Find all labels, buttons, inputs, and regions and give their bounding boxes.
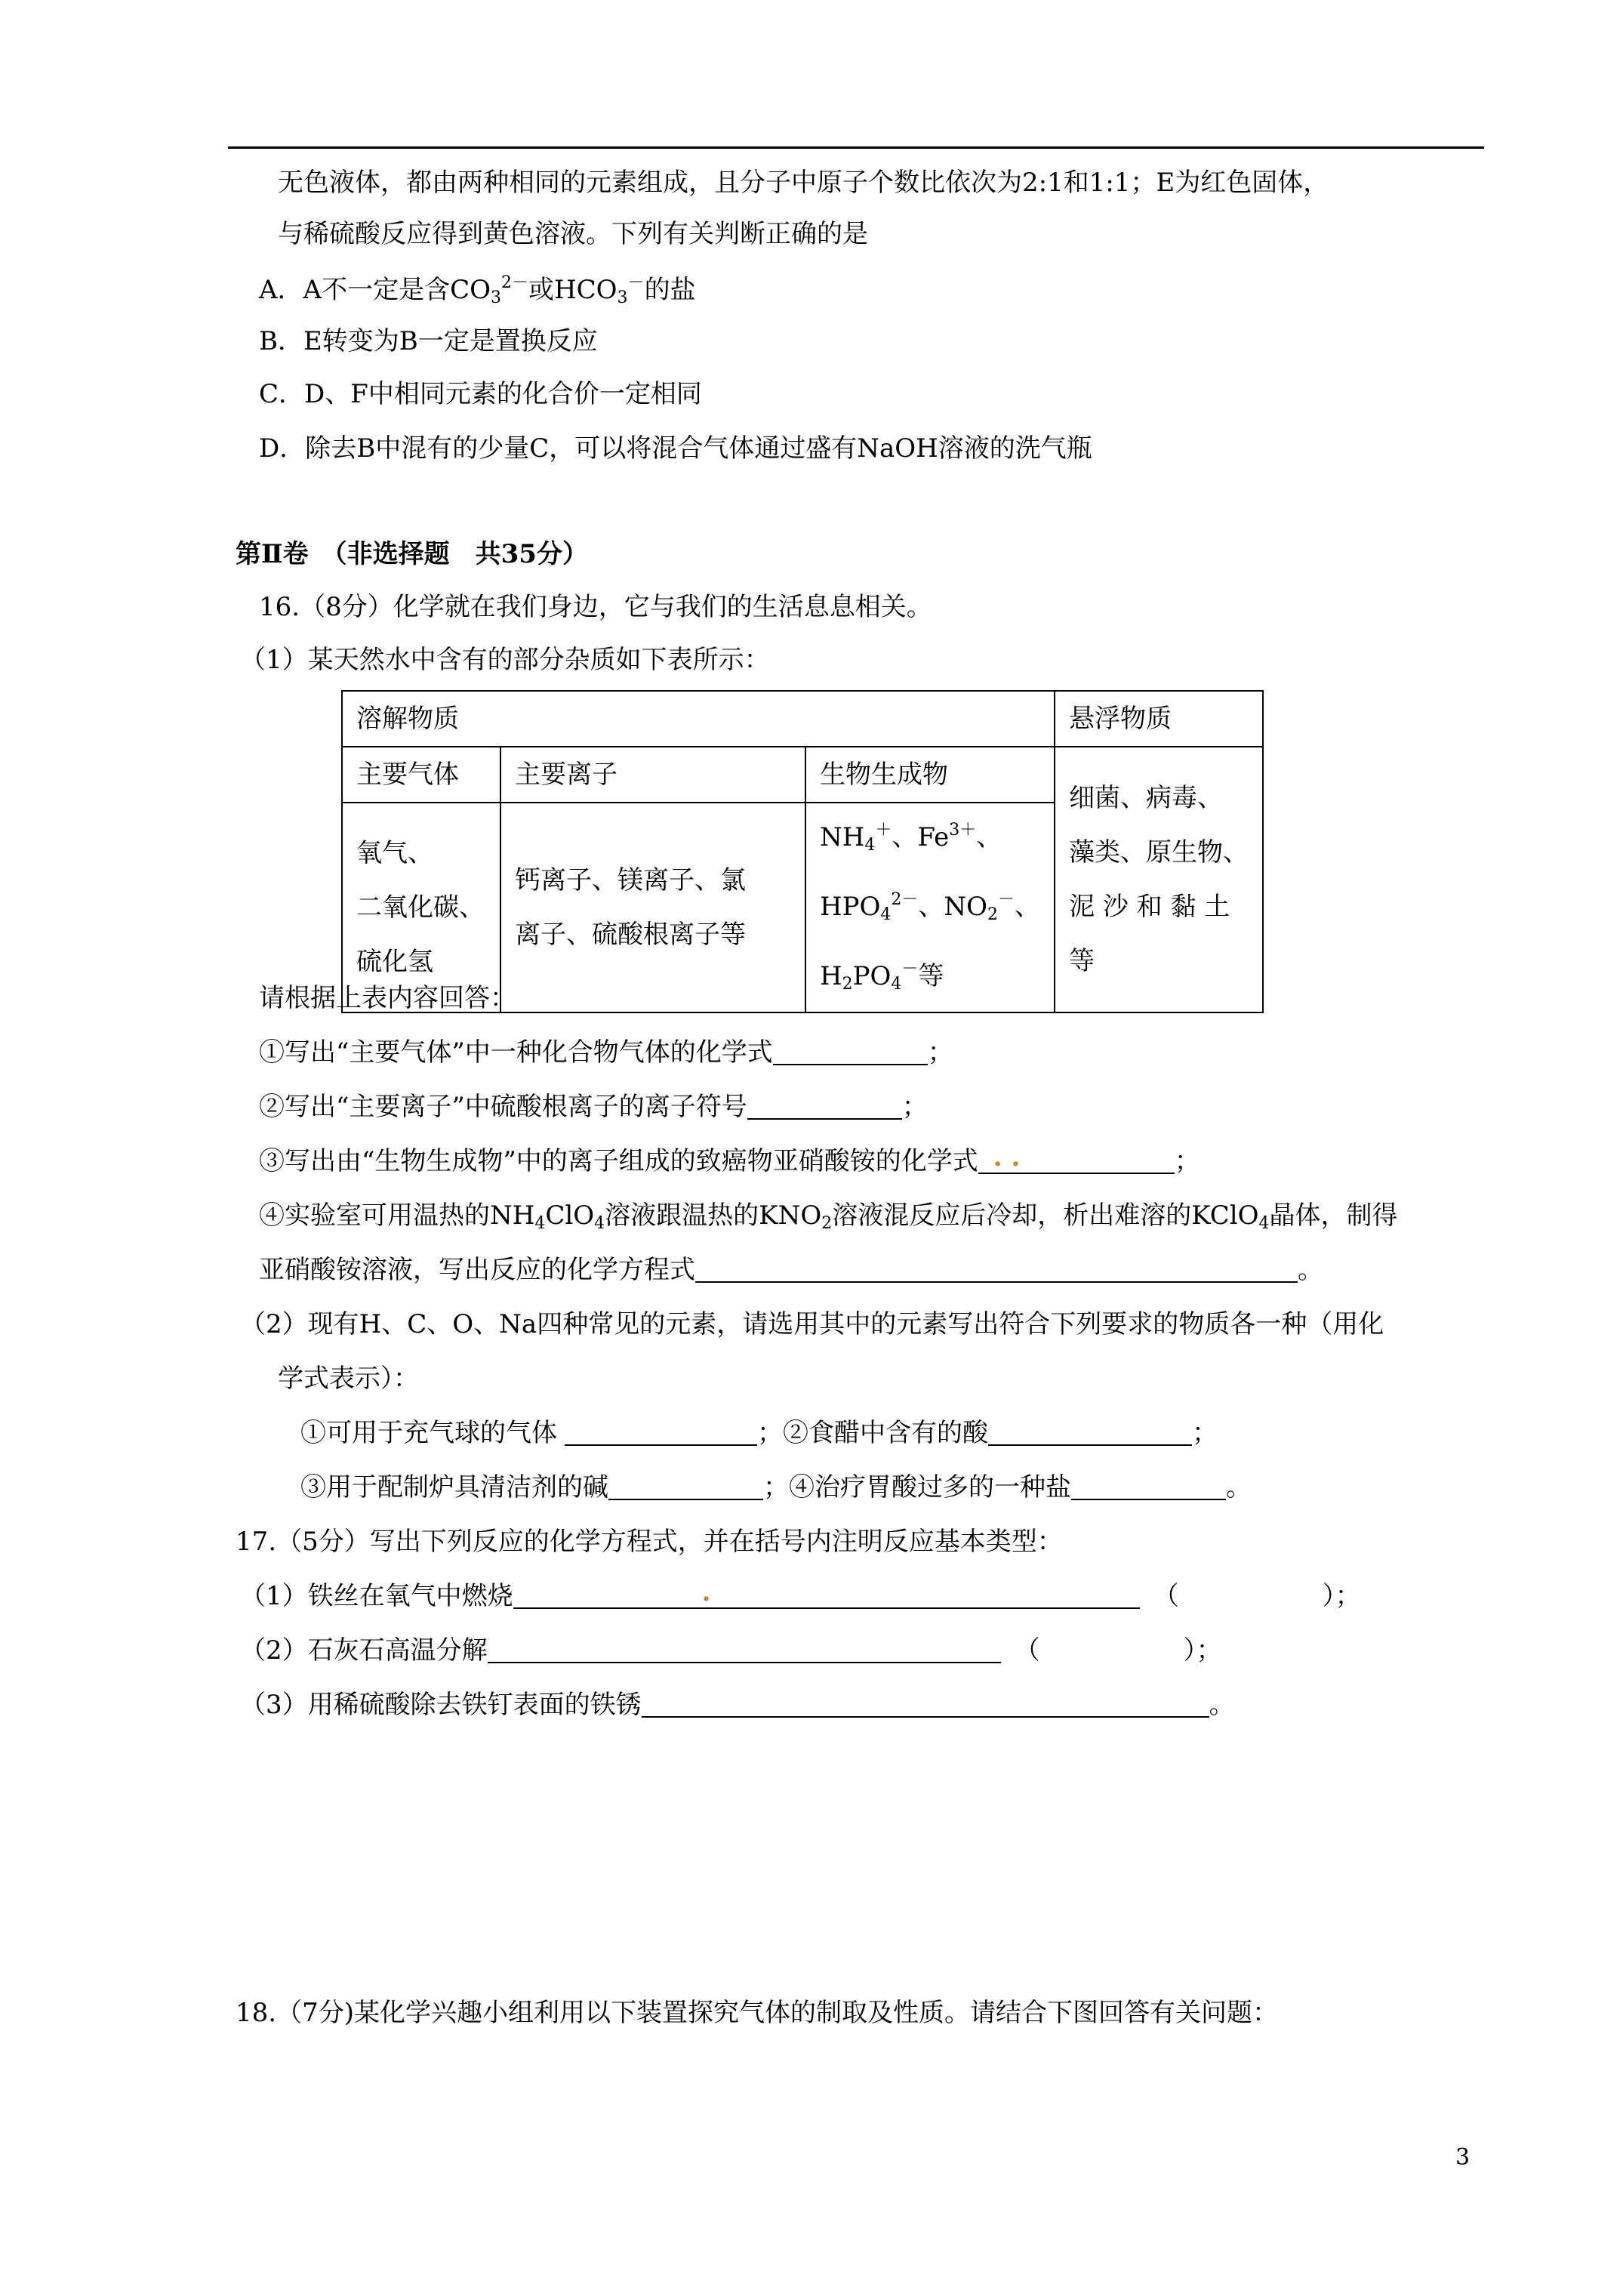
answer-blank[interactable] [1071, 1473, 1226, 1500]
q15-line2: 与稀硫酸反应得到黄色溶液。下列有关判断正确的是 [278, 219, 868, 249]
answer-blank[interactable]: . . [978, 1147, 1175, 1174]
q15-option-d: D．除去B中混有的少量C，可以将混合气体通过盛有NaOH溶液的洗气瓶 [259, 433, 1092, 464]
q16-sub1: ①写出“主要气体”中一种化合物气体的化学式 ； [259, 1037, 953, 1068]
table-cell-suspended: 细菌、病毒、 藻类、原生物、 泥 沙 和 黏 土 等 [1055, 747, 1263, 1012]
q16-sub4: ④实验室可用温热的$NH_4ClO_4$溶液跟温热的$KNO_2$溶液混反应后冷却，析出难溶的KClO$_4$晶体，制得 [259, 1200, 1398, 1233]
answer-blank[interactable] [988, 1419, 1192, 1446]
impurities-table [341, 690, 1264, 1013]
q16-sub3: ③写出由“生物生成物”中的离子组成的致癌物亚硝酸铵的化学式 . . ； [259, 1142, 1200, 1176]
answer-blank[interactable]: . [513, 1582, 1140, 1609]
q16-part2-line2: 学式表示）： [278, 1364, 419, 1394]
q16-part1: （1）某天然水中含有的部分杂质如下表所示： [240, 645, 770, 675]
q16-sub4-line2: 亚硝酸铵溶液，写出反应的化学方程式 。 [259, 1255, 1323, 1285]
table-header-ion: 主要离子 [500, 747, 805, 803]
q16-ask: 请根据上表内容回答： [259, 983, 516, 1013]
q15-option-a: A．A不一定是含$CO_3^{2-}$或$HCO_3^-$的盐 [259, 273, 696, 307]
header-rule [228, 146, 1484, 149]
q17-title: 17.（5分）写出下列反应的化学方程式，并在括号内注明反应基本类型： [236, 1527, 1063, 1557]
answer-blank[interactable] [565, 1419, 757, 1446]
answer-blank[interactable] [608, 1473, 763, 1500]
table-header-dissolved: 溶解物质 [342, 691, 1055, 747]
page-number: 3 [1455, 2144, 1471, 2171]
table-cell-bio: $NH_4^+$、$Fe^{3+}$、 $HPO_4^{2-}$、$NO_2^-$、 $H_2PO_4^-$等 [805, 803, 1055, 1012]
q15-line1: 无色液体，都由两种相同的元素组成，且分子中原子个数比依次为2:1和1:1；E为红色固体， [278, 168, 1329, 198]
table-header-bio: 生物生成物 [805, 747, 1055, 803]
q17-sub1: （1）铁丝在氧气中燃烧 . （ ）； [240, 1577, 1361, 1611]
q17-sub2: （2）石灰石高温分解 （ ）； [240, 1635, 1222, 1666]
section-heading: 第Ⅱ卷 （非选择题 共35分） [236, 539, 588, 569]
q16-part2-row1: ①可用于充气球的气体 ；②食醋中含有的酸 ； [300, 1418, 1218, 1448]
q18-title: 18.（7分)某化学兴趣小组利用以下装置探究气体的制取及性质。请结合下图回答有关问题： [236, 1998, 1278, 2028]
q17-sub3: （3）用稀硫酸除去铁钉表面的铁锈 。 [240, 1690, 1235, 1720]
table-cell-gases: 氧气、 二氧化碳、 硫化氢 [342, 803, 500, 1012]
q16-sub2: ②写出“主要离子”中硫酸根离子的离子符号 ； [259, 1092, 928, 1122]
answer-blank[interactable] [642, 1690, 1209, 1718]
table-header-gas: 主要气体 [342, 747, 500, 803]
answer-blank[interactable] [773, 1038, 928, 1065]
answer-blank[interactable] [695, 1256, 1298, 1283]
q16-title: 16.（8分）化学就在我们身边，它与我们的生活息息相关。 [259, 592, 932, 622]
q15-option-c: C．D、F中相同元素的化合价一定相同 [259, 379, 702, 409]
q16-part2: （2）现有H、C、O、Na四种常见的元素，请选用其中的元素写出符合下列要求的物质各一种（用化 [240, 1309, 1384, 1339]
table-header-suspended: 悬浮物质 [1055, 691, 1263, 747]
q16-part2-row2: ③用于配制炉具清洁剂的碱 ；④治疗胃酸过多的一种盐 。 [300, 1472, 1252, 1502]
table-cell-ions: 钙离子、镁离子、氯 离子、硫酸根离子等 [500, 803, 805, 1012]
answer-blank[interactable] [488, 1636, 1001, 1663]
answer-blank[interactable] [747, 1093, 902, 1120]
q15-option-b: B．E转变为B一定是置换反应 [259, 326, 598, 356]
